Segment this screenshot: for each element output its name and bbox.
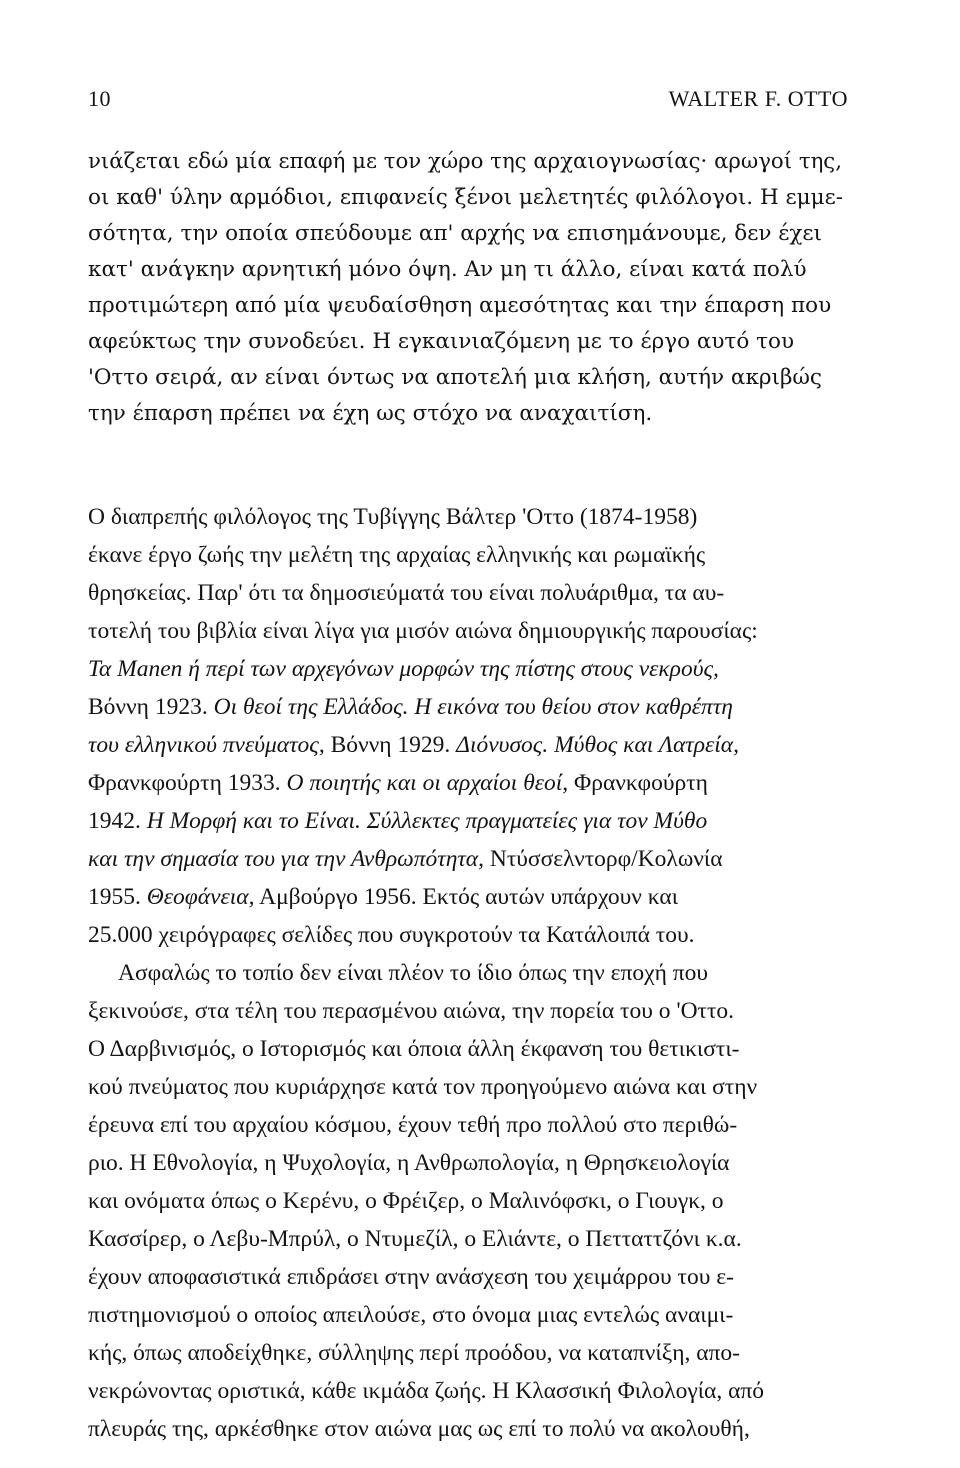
book-title: Ο ποιητής και οι αρχαίοι θεοί, [286,770,569,796]
book-title: του ελληνικού πνεύματος, [88,732,325,758]
text-line: έχουν αποφασιστικά επιδράσει στην ανάσχεση του χειμάρρου του ε- [88,1264,734,1290]
text-line: νιάζεται εδώ μία επαφή με τον χώρο της αρχαιογνωσίας· αρωγοί της, [88,149,842,174]
text-line: οι καθ' ύλην αρμόδιοι, επιφανείς ξένοι μελετητές φιλόλογοι. Η εμμε- [88,185,844,210]
text-line: του ελληνικού πνεύματος, Βόννη 1929. Διόνυσος. Μύθος και Λατρεία, [88,732,739,758]
text-line: Κασσίρερ, ο Λεβυ-Μπρύλ, ο Ντυμεζίλ, ο Ελιάντε, ο Πετταττζόνι κ.α. [88,1226,742,1252]
text-line: θρησκείας. Παρ' ότι τα δημοσιεύματά του είναι πολυάριθμα, τα αυ- [88,580,725,606]
text-line: 25.000 χειρόγραφες σελίδες που συγκροτούν τα Κατάλοιπά του. [88,922,695,948]
text-line: Φρανκφούρτη 1933. Ο ποιητής και οι αρχαίοι θεοί, Φρανκφούρτη [88,770,708,796]
text-line: έρευνα επί του αρχαίου κόσμου, έχουν τεθή προ πολλού στο περιθώ- [88,1112,738,1138]
intro-paragraph [88,144,850,432]
text-line: και ονόματα όπως ο Κερένυ, ο Φρέιζερ, ο Μαλινόφσκι, ο Γιουγκ, ο [88,1188,724,1214]
text-line: πιστημονισμού ο οποίος απειλούσε, στο όνομα μιας εντελώς αναιμι- [88,1302,734,1328]
book-title: και την σημασία του για την Ανθρωπότητα, [88,846,484,872]
book-title: Τα Manen ή περί των αρχεγόνων μορφών της πίστης στους νεκρούς, [88,656,719,682]
text-line: την έπαρση πρέπει να έχη ως στόχο να αναχαιτίση. [88,401,653,426]
running-title: WALTER F. OTTO [668,86,848,111]
book-title: Σύλλεκτες πραγματείες για τον Μύθο [366,808,708,834]
text-line: Βόννη 1923. Οι θεοί της Ελλάδος. Η εικόνα του θείου στον καθρέπτη [88,694,733,720]
text-line: Ασφαλώς το τοπίο δεν είναι πλέον το ίδιο όπως την εποχή που [118,960,709,986]
book-title: Η εικόνα του θείου στον καθρέπτη [414,694,733,720]
text-line [88,650,850,688]
text-line: νεκρώνοντας οριστικά, κάθε ικμάδα ζωής. Η Κλασσική Φιλολογία, από [88,1378,765,1404]
text-line: κού πνεύματος που κυριάρχησε κατά τον προηγούμενο αιώνα και στην [88,1074,758,1100]
text-line: προτιμώτερη από μία ψευδαίσθηση αμεσότητας και την έπαρση που [88,293,832,318]
book-title: Η Μορφή και το Είναι. [146,808,361,834]
text-line: Ο διαπρεπής φιλόλογος της Τυβίγγης Βάλτερ 'Οττο (1874-1958) [88,504,698,530]
text-line: κής, όπως αποδείχθηκε, σύλληψης περί προόδου, να καταπνίξη, απο- [88,1340,740,1366]
text-line: και την σημασία του για την Ανθρωπότητα, Ντύσσελντορφ/Κολωνία [88,846,723,872]
text-line: 'Οττο σειρά, αν είναι όντως να αποτελή μια κλήση, αυτήν ακριβώς [88,365,822,390]
book-title: Οι θεοί της Ελλάδος. [213,694,409,720]
text-line: αφεύκτως την συνοδεύει. Η εγκαινιαζόμενη με το έργο αυτό του [88,329,795,354]
text-line: σότητα, την οποία σπεύδουμε απ' αρχής να επισημάνουμε, δεν έχει [88,221,822,246]
text-line: ξεκινούσε, στα τέλη του περασμένου αιώνα, την πορεία του ο 'Οττο. [88,998,735,1024]
text-line: 1942. Η Μορφή και το Είναι. Σύλλεκτες πραγματείες για τον Μύθο [88,808,708,834]
text-line: πλευράς της, αρκέσθηκε στον αιώνα μας ως επί το πολύ να ακολουθή, [88,1416,750,1442]
text-line: έκανε έργο ζωής την μελέτη της αρχαίας ελληνικής και ρωμαϊκής [88,542,706,568]
book-title: Θεοφάνεια, [146,884,255,910]
book-title: Μύθος και Λατρεία, [554,732,739,758]
book-title: Διόνυσος. [456,732,549,758]
page-number: 10 [88,86,111,111]
text-line: τοτελή του βιβλία είναι λίγα για μισόν αιώνα δημιουργικής παρουσίας: [88,618,758,644]
text-line: ριο. Η Εθνολογία, η Ψυχολογία, η Ανθρωπολογία, η Θρησκειολογία [88,1150,730,1176]
biography-paragraph [88,498,850,1448]
text-line: 1955. Θεοφάνεια, Αμβούργο 1956. Εκτός αυτών υπάρχουν και [88,884,679,910]
text-line: κατ' ανάγκην αρνητική μόνο όψη. Αν μη τι άλλο, είναι κατά πολύ [88,257,807,282]
text-line: Ο Δαρβινισμός, ο Ιστορισμός και όποια άλλη έκφανση του θετικιστι- [88,1036,740,1062]
running-header [88,86,848,112]
